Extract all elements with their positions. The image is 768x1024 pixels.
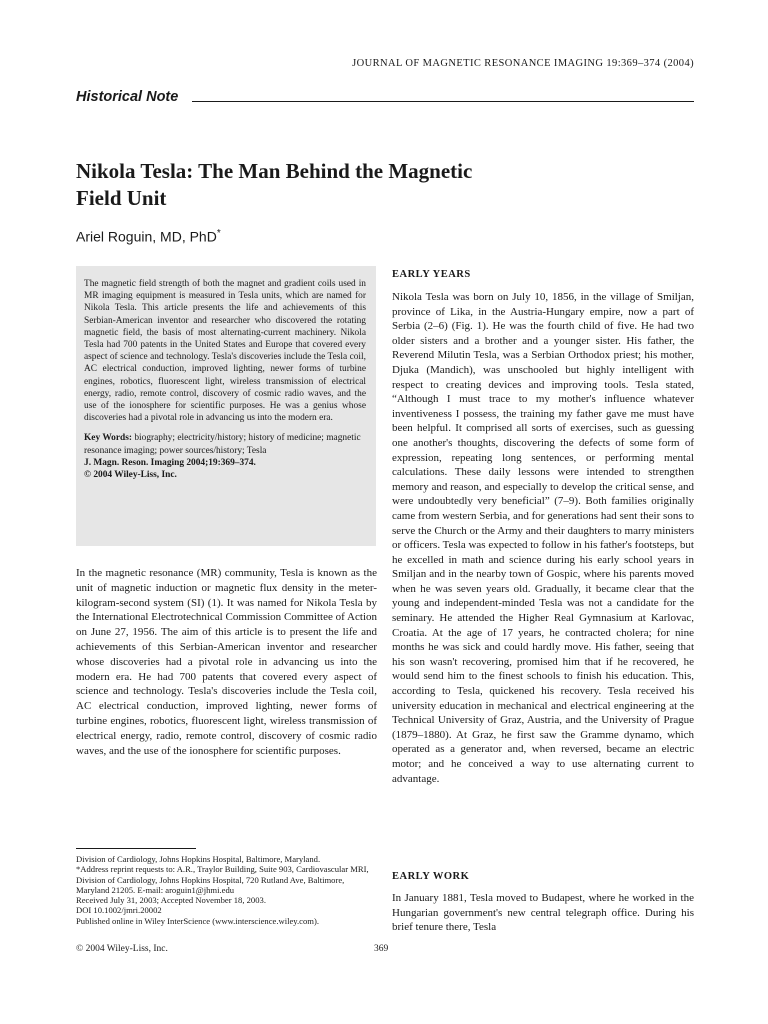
keywords-label: Key Words:: [84, 433, 133, 444]
keywords-text: biography; electricity/history; history of medicine; magnetic resonance imaging; power sources/history; Tesla: [84, 433, 361, 456]
early-years-heading: EARLY YEARS: [392, 269, 471, 280]
abstract-copyright: © 2004 Wiley-Liss, Inc.: [84, 470, 177, 481]
section-rule: [192, 101, 694, 102]
copyright-footer: © 2004 Wiley-Liss, Inc.: [76, 944, 168, 954]
footnote-doi: DOI 10.1002/jmri.20002: [76, 905, 162, 916]
footnote-reprint: *Address reprint requests to: A.R., Traylor Building, Suite 903, Cardiovascular MRI, Division of Cardiology, Johns Hopkins Hospital, 720 Rutland Ave, Baltimore, Maryland 21205. E-mail: aroguin1@jhmi.edu: [76, 864, 369, 895]
journal-header: JOURNAL OF MAGNETIC RESONANCE IMAGING 19:369–374 (2004): [352, 58, 694, 69]
footnote-published: Published online in Wiley InterScience (www.interscience.wiley.com).: [76, 915, 319, 926]
keywords: [84, 432, 366, 456]
early-work-text: In January 1881, Tesla moved to Budapest, where he worked in the Hungarian government's new central telegraph office. During his brief tenure there, Tesla: [392, 892, 694, 934]
intro-paragraph: In the magnetic resonance (MR) community, Tesla is known as the unit of magnetic induction or magnetic flux density in the meter-kilogram-second system (SI) (1). It was named for Nikola Tesla by the International Electrotechnical Commission Committee of Action on June 27, 1956. The aim of this article is to present the life and achievements of this Serbian-American inventor and researcher whose discoveries had a pivotal role in advancing us into the modern era. He had 700 patents that covered every aspect of science and technology. Tesla's discoveries include the Tesla coil, AC electrical conduction, improved lighting, newer forms of turbine engines, robotics, fluorescent light, wireless transmission of electrical energy, radio, remote control, discovery of cosmic radio waves, and the use of the ionosphere for scientific purposes.: [76, 567, 377, 757]
author-mark: *: [216, 228, 221, 239]
author-line: [76, 228, 221, 245]
early-work-heading: EARLY WORK: [392, 871, 470, 882]
article-title: [76, 158, 636, 212]
footnote-received: Received July 31, 2003; Accepted November 18, 2003.: [76, 895, 266, 906]
title-line-1: Nikola Tesla: The Man Behind the Magnetic: [76, 159, 473, 183]
early-years-text: Nikola Tesla was born on July 10, 1856, in the village of Smiljan, province of Lika, in the Austria-Hungary empire, now a part of Serbia (2–6) (Fig. 1). He was the fourth child of five. He had two older sisters and a brother and a younger sister. His father, the Reverend Milutin Tesla, was a Serbian Orthodox priest; his mother, Djuka (Mandich), was unschooled but highly intelligent with respect to creating devices and improving tools. Tesla stated, “Although I must trace to my mother's influence whatever inventiveness I possess, the training my father gave me must have been helpful. It comprised all sorts of exercises, such as guessing one another's thoughts, discovering the defects of some form of expression, repeating long sentences, or performing mental calculations. These daily lessons were intended to strengthen memory and reason, and especially to develop the critical sense, and were undoubtedly very beneficial” (7–9). Both families originally came from western Serbia, and for generations had sent their sons to serve the Church or the Army and their daughters to marry ministers or officers. Tesla was expected to follow in his father's footsteps, but he excelled in math and science during his early school years in Smiljan and in the nearby town of Gospic, where his parents moved when he was seven years old. Gradually, it became clear that the young and independent-minded Tesla was not a candidate for the seminary. He attended the Higher Real Gymnasium at Karlovac, Croatia. At the age of 17 years, he contracted cholera; for nine months he was sick and could hardly move. His father, seeing that his son wasn't recovering, promised him that if he recovered, he would send him to the finest schools to finish his education. This, according to Tesla, quickened his recovery. Tesla received his university education in mechanical and electrical engineering at the Technical University of Graz, Austria, and the University of Prague (1879–1880). At Graz, he first saw the Gramme dynamo, which operated as a generator and, when reversed, became an electric motor; and he conceived a way to use alternating current to advantage.: [392, 291, 694, 785]
title-line-2: Field Unit: [76, 186, 167, 210]
footnote-affiliation: Division of Cardiology, Johns Hopkins Hospital, Baltimore, Maryland.: [76, 854, 321, 864]
citation: J. Magn. Reson. Imaging 2004;19:369–374.: [84, 457, 256, 468]
abstract-text: The magnetic field strength of both the magnet and gradient coils used in MR imaging equipment is measured in Tesla units, which are named for Nikola Tesla. This article presents the life and achievements of this Serbian-American inventor and researcher who discovered the rotating magnetic field, the basis of most alternating-current machinery. Nikola Tesla had 700 patents in the United States and Europe that covered every aspect of science and technology. Tesla's discoveries include the Tesla coil, AC electrical conduction, improved lighting, newer forms of turbine engines, robotics, fluorescent light, wireless transmission of electrical energy, radio, remote control, discovery of cosmic radio waves, and the use of the ionosphere for scientific purposes. He was a genius whose discoveries had a pivotal role in advancing us into the modern era.: [84, 279, 366, 424]
footnotes: [76, 854, 378, 926]
section-header: [76, 89, 694, 105]
footnote-rule: [76, 848, 196, 849]
section-label: Historical Note: [76, 89, 179, 105]
page-number: 369: [374, 944, 389, 954]
abstract-box: [76, 266, 376, 546]
author-name: Ariel Roguin, MD, PhD: [76, 228, 217, 245]
